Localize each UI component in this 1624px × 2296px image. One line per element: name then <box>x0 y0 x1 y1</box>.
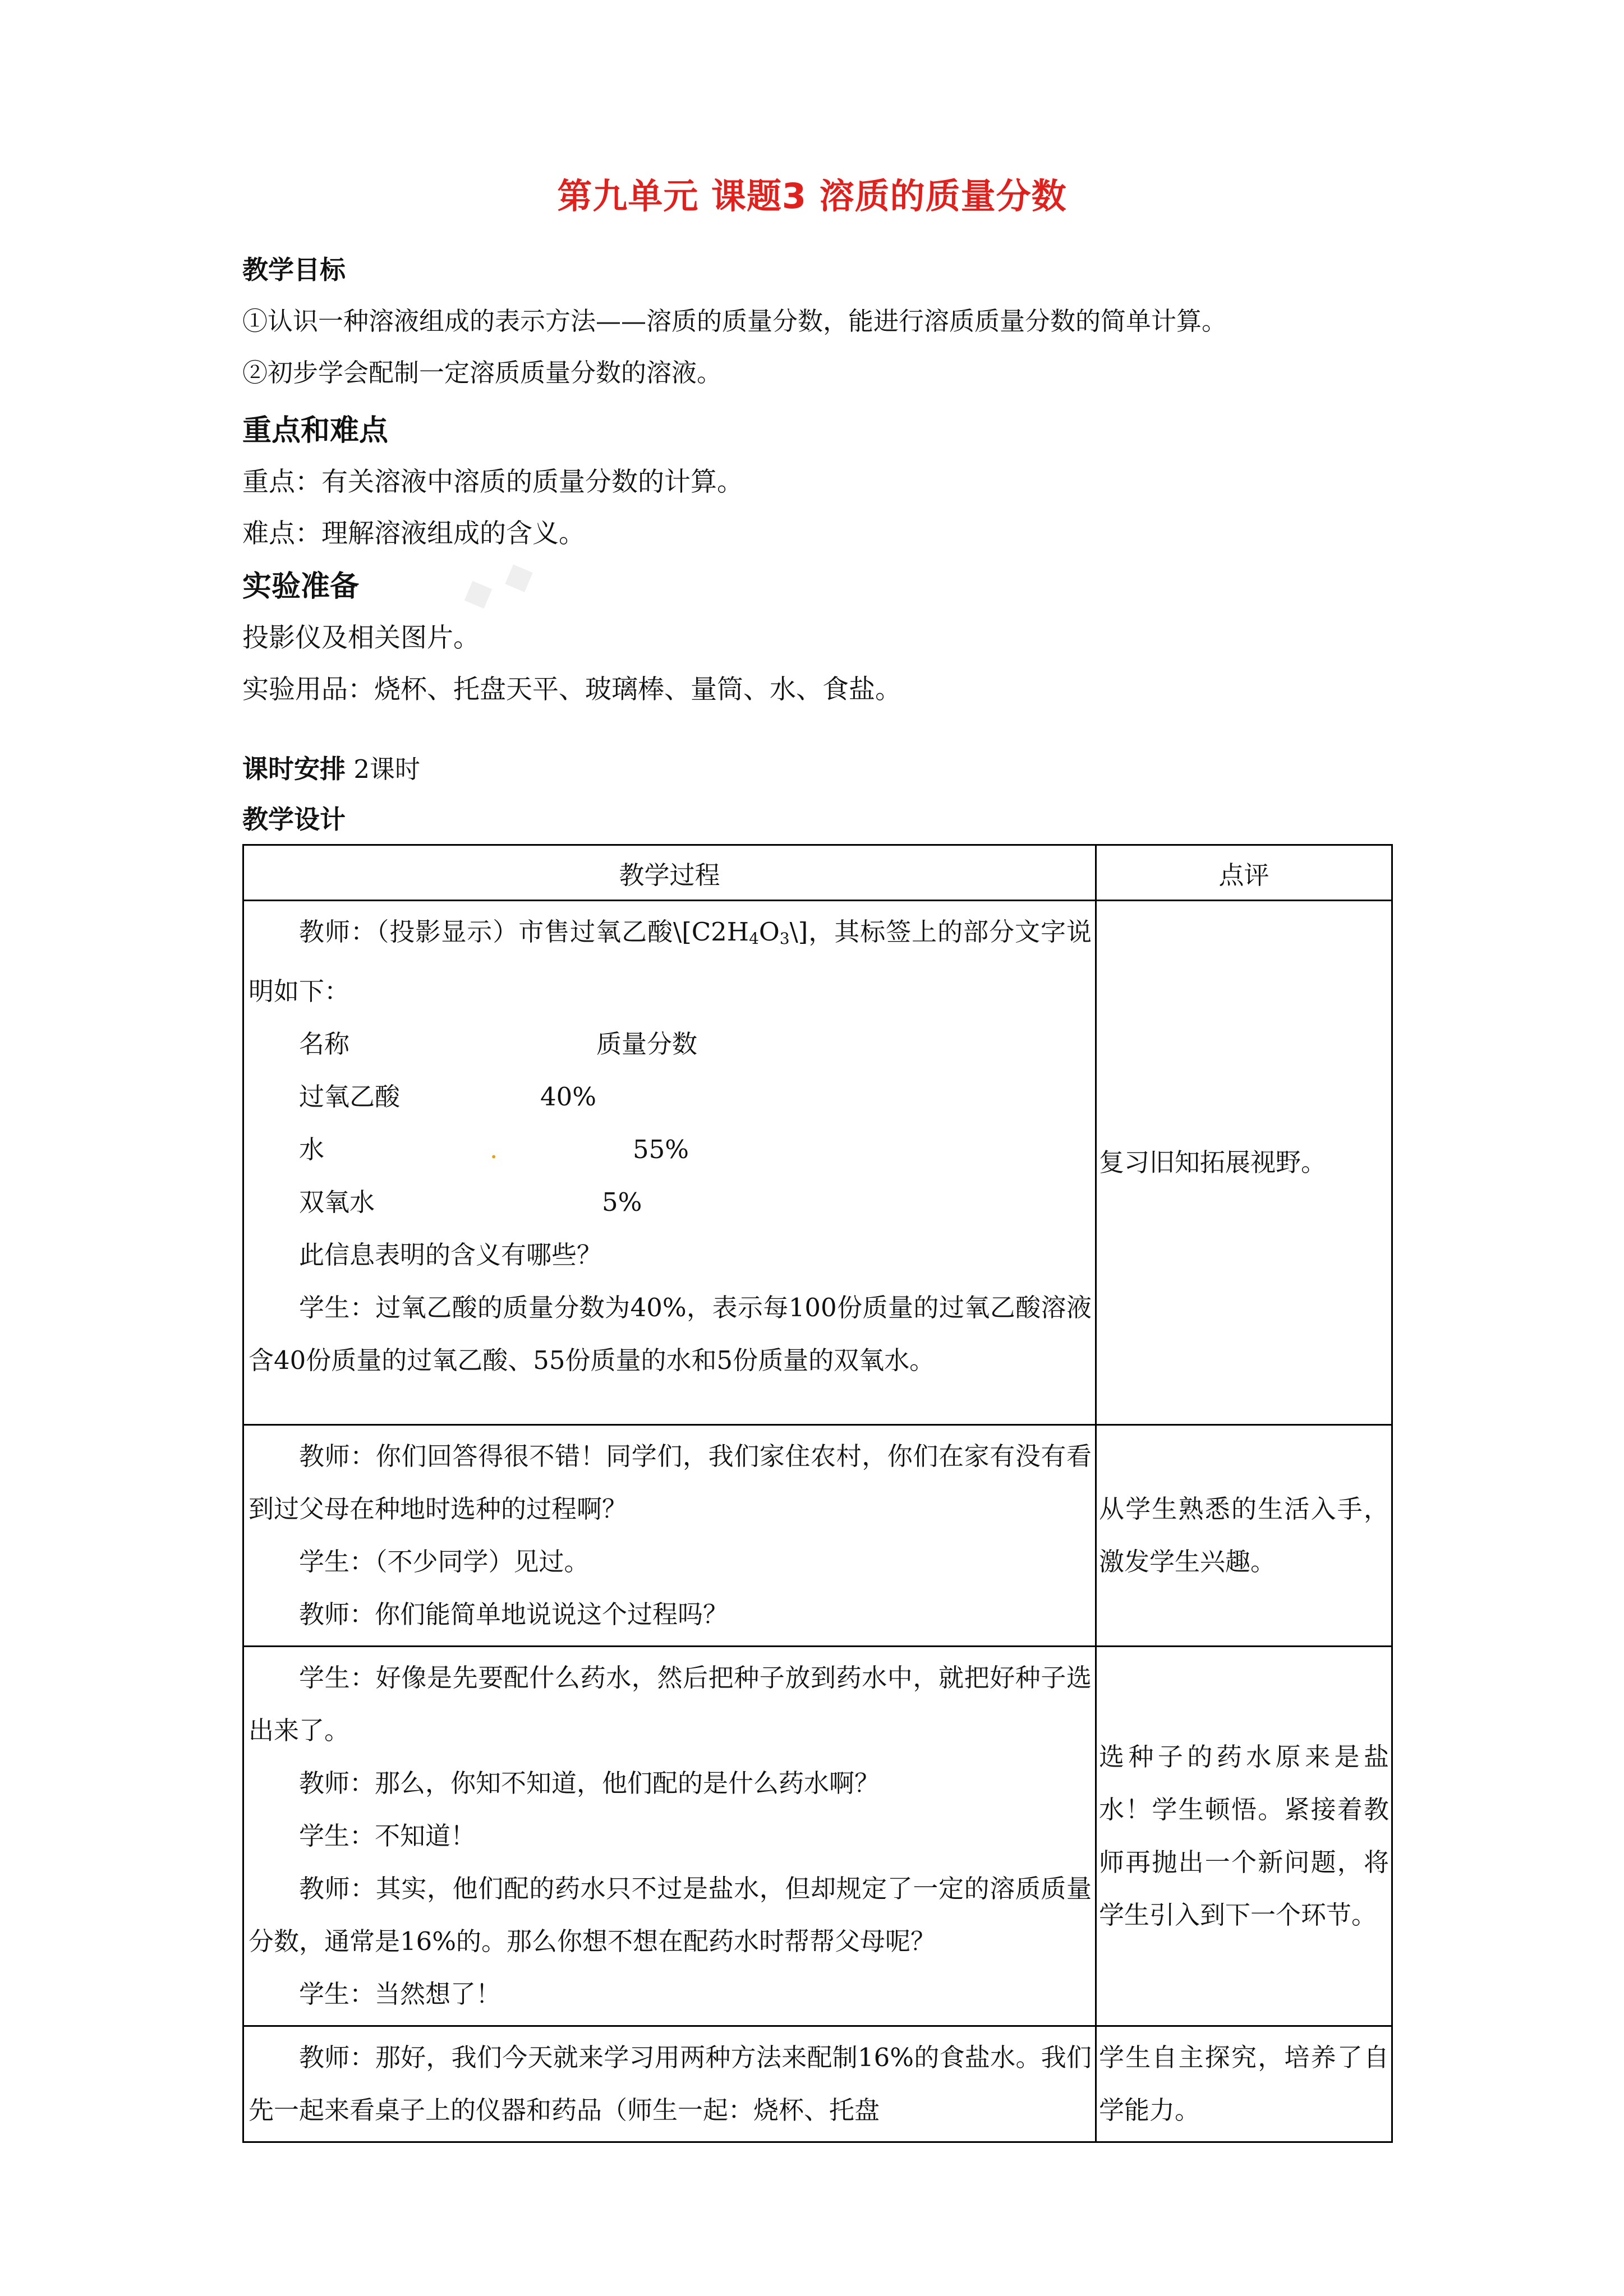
design-heading: 教学设计 <box>242 804 346 835</box>
comment-cell: 复习旧知拓展视野。 <box>1096 901 1392 1425</box>
process-line: 学生：当然想了！ <box>299 1979 502 2009</box>
design-heading-line <box>242 794 346 846</box>
process-cell <box>243 2026 1096 2142</box>
label-row: 过氧乙酸 40% <box>299 1082 597 1112</box>
experiment-prep-section <box>242 561 901 716</box>
header-comment: 点评 <box>1096 845 1392 901</box>
label-row: 双氧水 5% <box>299 1187 642 1217</box>
comment-cell: 学生自主探究，培养了自学能力。 <box>1096 2026 1392 2142</box>
process-line: 学生：不知道！ <box>299 1821 476 1851</box>
table-row <box>243 1425 1392 1647</box>
process-line: 学生：过氧乙酸的质量分数为40%，表示每100份质量的过氧乙酸溶液含40份质量的过氧乙酸、55份质量的水和5份质量的双氧水。 <box>249 1293 1092 1375</box>
table-row <box>243 901 1392 1425</box>
process-line: 教师：其实，他们配的药水只不过是盐水，但却规定了一定的溶质质量分数，通常是16%的。那么你想不想在配药水时帮帮父母呢？ <box>249 1874 1092 1956</box>
table-header-row <box>243 845 1392 901</box>
table-row <box>243 1647 1392 2026</box>
process-cell <box>243 1647 1096 2026</box>
label-row: 水 . 55% <box>249 1123 1092 1176</box>
prep-heading: 实验准备 <box>242 570 360 603</box>
teaching-goals-section <box>242 244 1227 399</box>
goal-item-1: ①认识一种溶液组成的表示方法——溶质的质量分数，能进行溶质质量分数的简单计算。 <box>242 306 1227 336</box>
table-row <box>243 2026 1392 2142</box>
process-line: 学生：好像是先要配什么药水，然后把种子放到药水中，就把好种子选出来了。 <box>249 1663 1092 1745</box>
goal-item-2: ②初步学会配制一定溶质质量分数的溶液。 <box>242 358 723 388</box>
header-process: 教学过程 <box>243 845 1096 901</box>
schedule-heading: 课时安排 <box>242 754 346 784</box>
process-line: 教师：那么，你知不知道，他们配的是什么药水啊？ <box>299 1768 880 1798</box>
goals-heading: 教学目标 <box>242 255 346 285</box>
faint-watermark: ◆ ◆ <box>454 548 541 619</box>
process-cell <box>243 1425 1096 1647</box>
label-row: 名称 质量分数 <box>299 1029 698 1059</box>
process-line: 此信息表明的含义有哪些？ <box>299 1240 602 1270</box>
prep-line-2: 实验用品：烧杯、托盘天平、玻璃棒、量筒、水、食盐。 <box>242 674 901 705</box>
comment-cell: 选种子的药水原来是盐水！学生顿悟。紧接着教师再抛出一个新问题，将学生引入到下一个环节。 <box>1096 1647 1392 2026</box>
stray-dot: . <box>490 1135 498 1164</box>
schedule-line <box>242 743 420 795</box>
process-line: 教师：你们回答得很不错！同学们，我们家住农村，你们在家有没有看到过父母在种地时选种的过程啊？ <box>249 1441 1092 1524</box>
page-title: 第九单元 课题3 溶质的质量分数 <box>557 176 1067 216</box>
key-point: 重点：有关溶液中溶质的质量分数的计算。 <box>242 467 743 497</box>
process-line: 教师：（投影显示）市售过氧乙酸$\backslash[C2H_4O_3\backslash]$，其标签上的部分文字说明如下： <box>249 917 1092 1006</box>
process-cell <box>243 901 1096 1425</box>
prep-line-1: 投影仪及相关图片。 <box>242 623 480 653</box>
teaching-design-table <box>242 844 1393 2143</box>
process-line: 学生：（不少同学）见过。 <box>299 1547 590 1576</box>
process-line: 教师：你们能简单地说说这个过程吗？ <box>299 1599 729 1629</box>
process-line: 教师：那好，我们今天就来学习用两种方法来配制16%的食盐水。我们先一起来看桌子上的仪器和药品（师生一起：烧杯、托盘 <box>249 2043 1092 2125</box>
key-points-heading: 重点和难点 <box>242 414 389 448</box>
schedule-value: 2课时 <box>353 754 420 784</box>
difficult-point: 难点：理解溶液组成的含义。 <box>242 518 585 549</box>
comment-cell: 从学生熟悉的生活入手，激发学生兴趣。 <box>1096 1425 1392 1647</box>
